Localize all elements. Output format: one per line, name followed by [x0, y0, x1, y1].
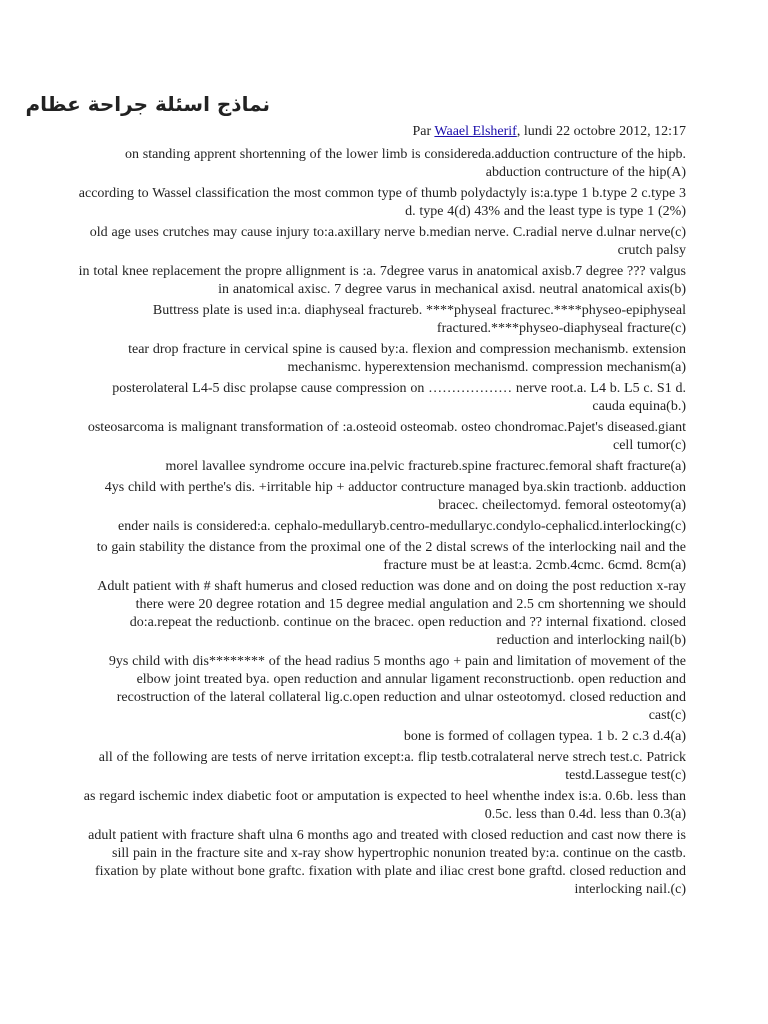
byline-prefix: Par	[412, 124, 435, 139]
question-item: ender nails is considered:a. cephalo-medullaryb.centro-medullaryc.condylo-cephalicd.interlocking(c)	[118, 519, 686, 534]
question-item: osteosarcoma is malignant transformation of :a.osteoid osteomab. osteo chondromac.Pajet's diseased.giant cell tumor(c)	[87, 420, 686, 453]
question-item: to gain stability the distance from the proximal one of the 2 distal screws of the interlocking nail and the fracture must be at least:a. 2cmb.4cmc. 6cmd. 8cm(a)	[96, 540, 686, 573]
author-link[interactable]: Waael Elsherif	[434, 124, 517, 139]
question-item: adult patient with fracture shaft ulna 6 months ago and treated with closed reduction and cast now there is sill pain in the fracture site and x-ray show hypertrophic nonunion treated by:a. continue on the castb. fixation by plate without bone graftc. fixation with plate and iliac crest bone graftd. closed reduction and interlocking nail.(c)	[88, 828, 686, 897]
question-item: according to Wassel classification the most common type of thumb polydactyly is:a.type 1 b.type 2 c.type 3 d. type 4(d) 43% and the least type is type 1 (2%)	[78, 186, 686, 219]
question-item: 9ys child with dis******** of the head radius 5 months ago + pain and limitation of movement of the elbow joint treated bya. open reduction and annular ligament reconstructionb. open reduction and recostruction of the lateral collateral lig.c.open reduction and ulnar osteotomyd. closed reduction and cast(c)	[108, 654, 686, 723]
question-item: Adult patient with # shaft humerus and closed reduction was done and on doing the post reduction x-ray there were 20 degree rotation and 15 degree medial angulation and 2.5 cm shortenning we should do:a.repeat the reductionb. continue on the bracec. open reduction and ?? internal fixationd. closed reduction and interlocking nail(b)	[97, 579, 686, 648]
question-item: on standing apprent shortenning of the lower limb is considereda.adduction contructure of the hipb. abduction contructure of the hip(A)	[124, 147, 686, 180]
question-item: old age uses crutches may cause injury to:a.axillary nerve b.median nerve. C.radial nerve d.ulnar nerve(c) crutch palsy	[89, 225, 686, 258]
question-item: 4ys child with perthe's dis. +irritable hip + adductor contructure managed bya.skin tractionb. adduction bracec. cheilectomyd. femoral osteotomy(a)	[104, 480, 686, 513]
question-item: morel lavallee syndrome occure ina.pelvic fractureb.spine fracturec.femoral shaft fracture(a)	[165, 459, 686, 474]
question-item: Buttress plate is used in:a. diaphyseal fractureb. ****physeal fracturec.****physeo-epiphyseal fractured.****physeo-diaphyseal fracture(c)	[152, 303, 686, 336]
question-list	[78, 146, 686, 902]
question-item: as regard ischemic index diabetic foot or amputation is expected to heel whenthe index is:a. 0.6b. less than 0.5c. less than 0.4d. less than 0.3(a)	[83, 789, 686, 822]
question-item: posterolateral L4-5 disc prolapse cause compression on ……………… nerve root.a. L4 b. L5 c. S1 d. cauda equina(b.)	[112, 381, 686, 414]
byline	[412, 123, 686, 141]
byline-date: , lundi 22 octobre 2012, 12:17	[516, 124, 686, 139]
question-item: in total knee replacement the propre allignment is :a. 7degree varus in anatomical axisb.7 degree ??? valgus in anatomical axisc. 7 degree varus in mechanical axisd. neutral anatomical axis(b)	[78, 264, 686, 297]
page-title: نماذج اسئلة جراحة عظام	[25, 92, 270, 116]
question-item: tear drop fracture in cervical spine is caused by:a. flexion and compression mechanismb. extension mechanismc. hyperextension mechanismd. compression mechanism(a)	[128, 342, 686, 375]
question-item: bone is formed of collagen typea. 1 b. 2 c.3 d.4(a)	[403, 729, 686, 744]
question-item: all of the following are tests of nerve irritation except:a. flip testb.cotralateral nerve strech test.c. Patrick testd.Lassegue test(c)	[98, 750, 686, 783]
